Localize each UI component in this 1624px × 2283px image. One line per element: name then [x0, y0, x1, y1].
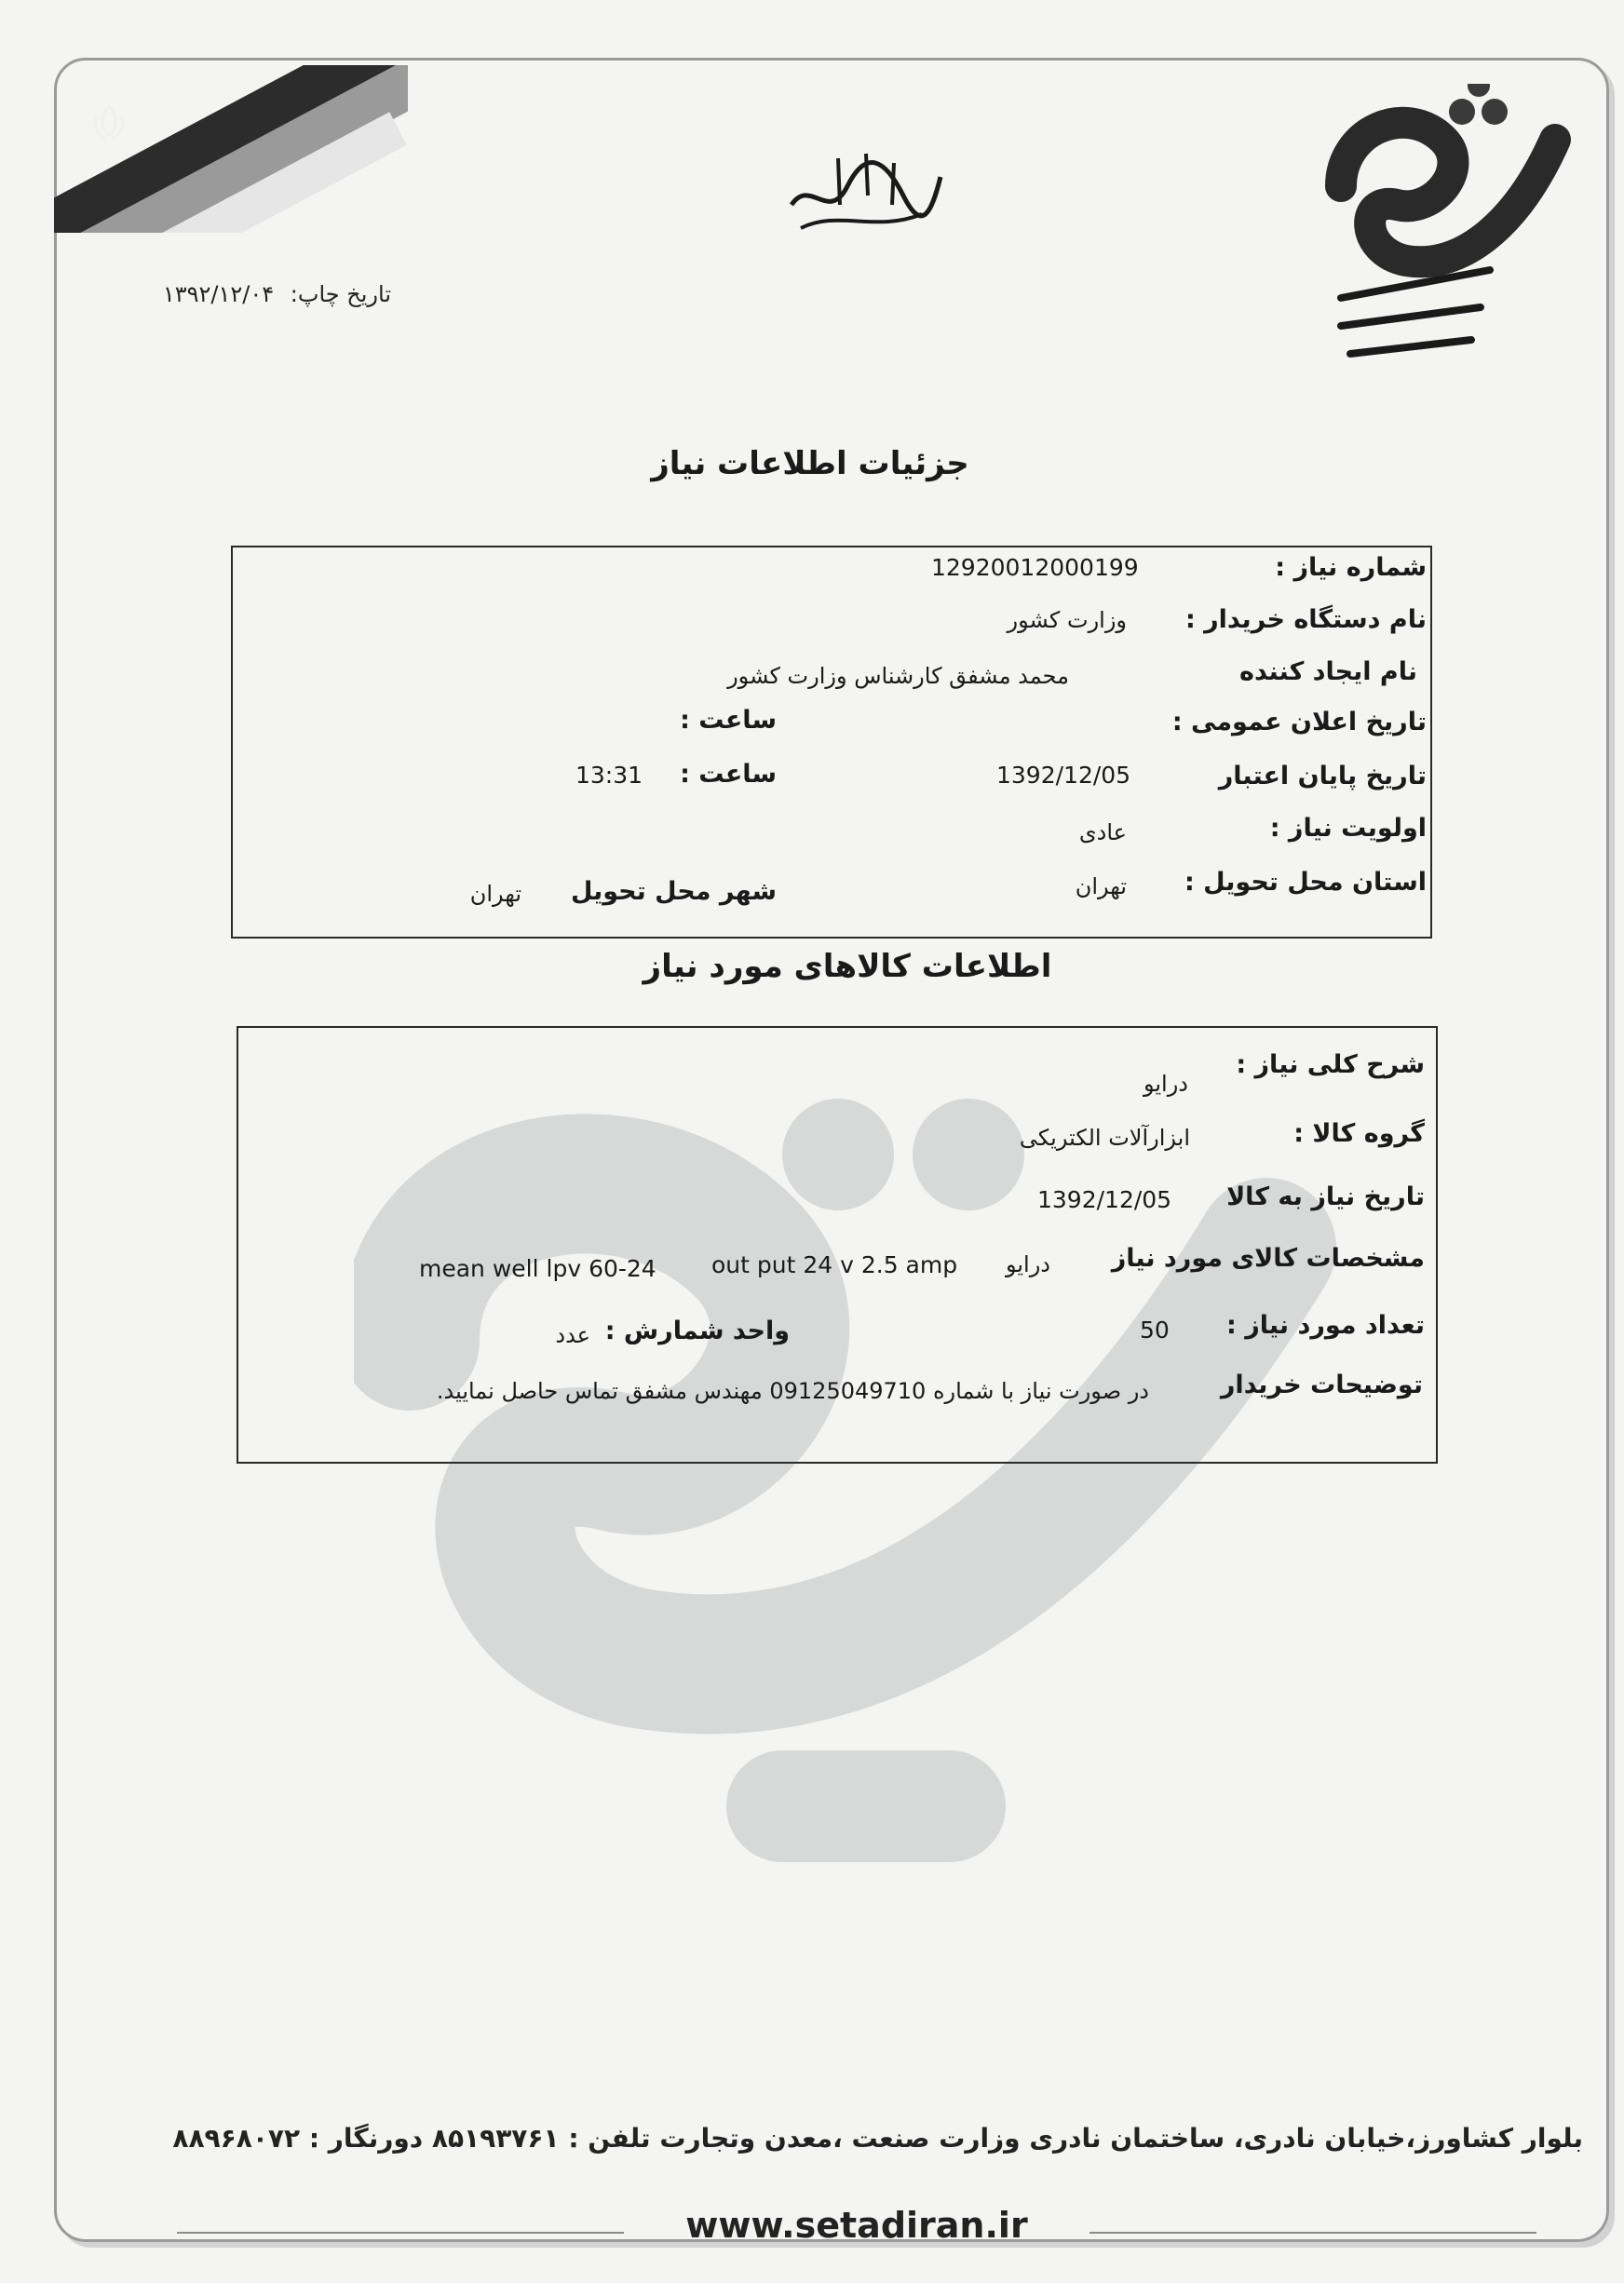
expiry-time-label: ساعت :	[680, 760, 777, 789]
province-label: استان محل تحویل :	[1184, 868, 1427, 897]
buyer-org-value: وزارت کشور	[1007, 607, 1127, 633]
need-details-title: جزئیات اطلاعات نیاز	[651, 445, 969, 482]
expiry-time-value: 13:31	[575, 762, 643, 789]
creator-value: محمد مشفق کارشناس وزارت کشور	[727, 663, 1069, 689]
expiry-label: تاریخ پایان اعتبار	[1218, 762, 1427, 790]
province-value: تهران	[1075, 873, 1127, 899]
priority-value: عادی	[1078, 819, 1127, 845]
unit-label: واحد شمارش :	[604, 1317, 790, 1345]
goods-group-value: ابزارآلات الکتریکی	[1019, 1125, 1190, 1151]
footer-address: بلوار کشاورز،خیابان نادری، ساختمان نادری وزارت صنعت ،معدن وتجارت تلفن : ۸۵۱۹۳۷۶۱ دورنگار : ۸۸۹۶۸۰۷۲	[172, 2123, 1583, 2154]
need-date-value: 1392/12/05	[1037, 1186, 1172, 1213]
footer-divider-left	[177, 2232, 624, 2234]
buyer-notes-value: در صورت نیاز با شماره 09125049710 مهندس مشفق تماس حاصل نمایید.	[436, 1378, 1149, 1404]
expiry-date-value: 1392/12/05	[996, 762, 1131, 789]
creator-label: نام ایجاد کننده	[1239, 657, 1417, 686]
goods-info-title: اطلاعات کالاهای مورد نیاز	[643, 948, 1052, 985]
public-announce-label: تاریخ اعلان عمومی :	[1171, 708, 1427, 736]
footer-divider-right	[1089, 2232, 1536, 2234]
quantity-label: تعداد مورد نیاز :	[1226, 1311, 1425, 1340]
need-date-label: تاریخ نیاز به کالا	[1226, 1182, 1425, 1211]
priority-label: اولویت نیاز :	[1269, 814, 1427, 843]
buyer-notes-label: توضیحات خریدار	[1220, 1371, 1423, 1399]
need-number-value: 12920012000199	[931, 554, 1139, 581]
unit-value: عدد	[555, 1322, 590, 1348]
public-announce-time-label: ساعت :	[680, 706, 777, 735]
print-date-value: ۱۳۹۲/۱۲/۰۴	[162, 281, 275, 307]
website-link[interactable]: www.setadiran.ir	[685, 2205, 1028, 2246]
print-date	[93, 281, 391, 307]
spec-output-value: out put 24 v 2.5 amp	[711, 1251, 958, 1278]
city-value: تهران	[469, 881, 521, 907]
specs-label: مشخصات کالای مورد نیاز	[1111, 1244, 1425, 1273]
need-number-label: شماره نیاز :	[1275, 553, 1427, 582]
general-desc-label: شرح کلی نیاز :	[1236, 1050, 1425, 1079]
spec-model-value: mean well lpv 60-24	[419, 1255, 656, 1282]
header-stripe-band	[54, 65, 408, 233]
bismillah-calligraphy-icon	[782, 140, 950, 242]
print-date-label: تاریخ چاپ:	[290, 281, 391, 307]
spec-name-value: درایو	[1005, 1251, 1050, 1277]
buyer-org-label: نام دستگاه خریدار :	[1184, 605, 1427, 634]
city-label: شهر محل تحویل	[570, 877, 777, 906]
setad-logo-icon	[1304, 84, 1583, 382]
iran-emblem-icon	[86, 101, 132, 147]
goods-group-label: گروه کالا :	[1293, 1119, 1425, 1148]
general-desc-value: درایو	[1143, 1071, 1188, 1097]
quantity-value: 50	[1140, 1317, 1170, 1344]
